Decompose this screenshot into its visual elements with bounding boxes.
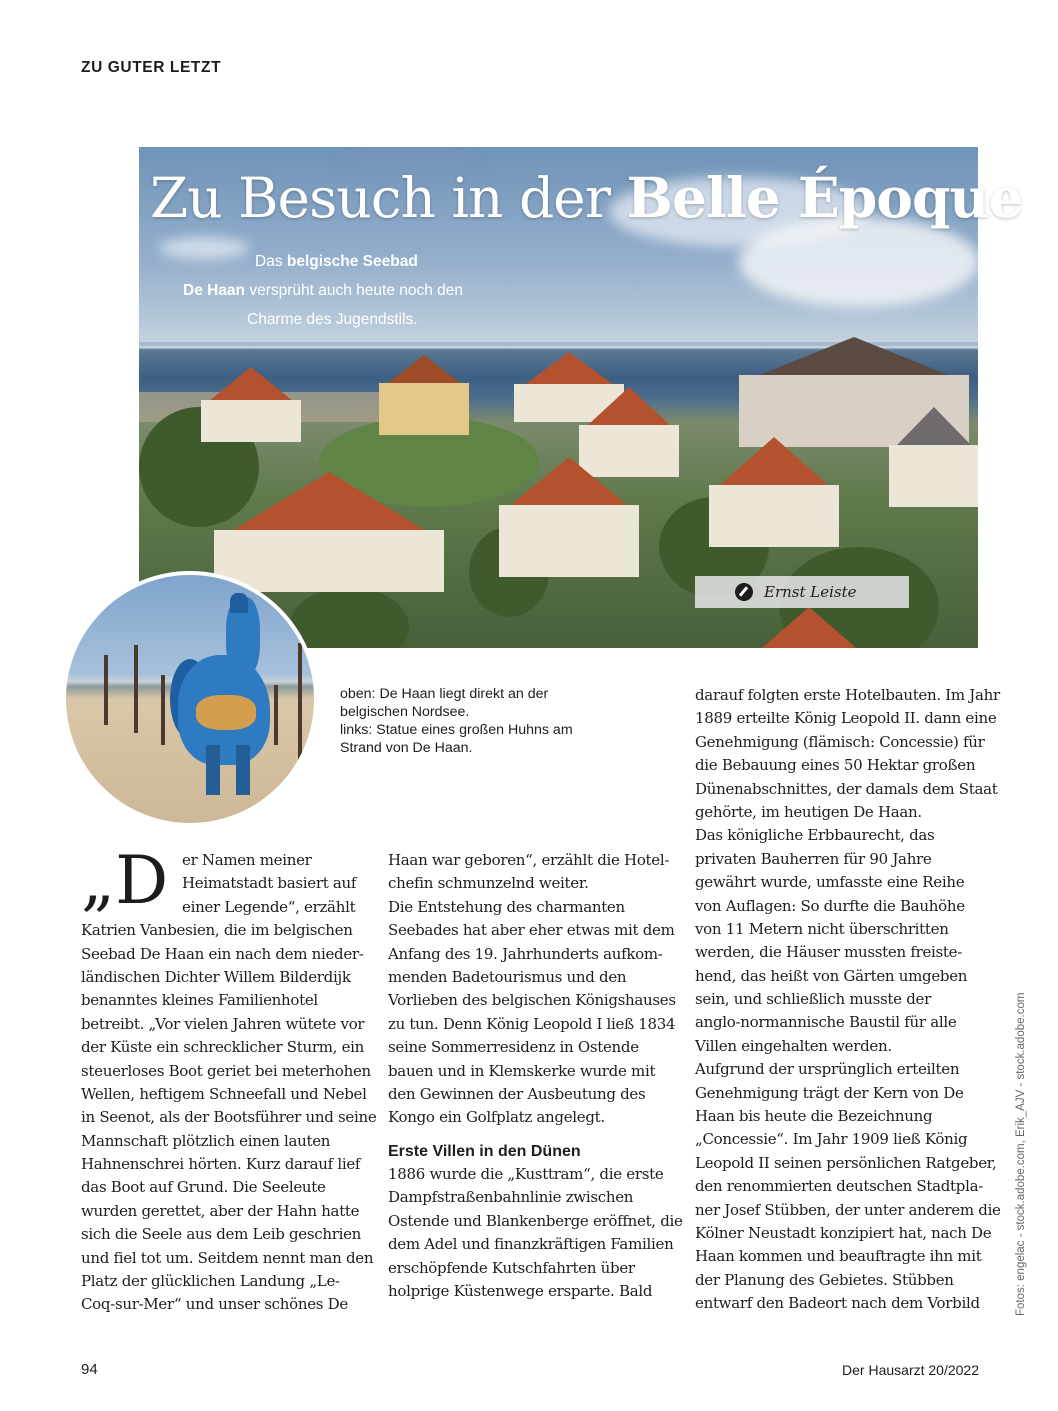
subheading: Erste Villen in den Dünen xyxy=(388,1142,581,1160)
pen-icon xyxy=(735,583,753,601)
article-column-2: Haan war geboren“, erzählt die Hotel- chefin schmunzelnd weiter. Die Entstehung des charmanten Seebades hat aber eher etwas mit dem Anfang des 19. Jahrhunderts aufkom- menden Badetourismus und den Vorlieben des belgischen Königshauses zu tun. Denn König Leopold I ließ 1834 seine Sommerresidenz in Ostende bauen und in Klemskerke wurde mit den Gewinnen der Ausbeutung des Kongo ein Golfplatz angelegt. Erste Villen in den Dünen 1886 wurde die „Kusttram“, die erste Dampfstraßenbahnlinie zwischen Ostende und Blankenberge eröffnet, die dem Adel und finanzkräftigen Familien erschöpfende Kutschfahrten über holprige Küstenwege ersparte. Bald xyxy=(388,851,683,1301)
photo-credit: Fotos: engelac - stock.adobe.com, Erik_AJV - stock.adobe.com xyxy=(1015,992,1027,1316)
author-name: Ernst Leiste xyxy=(764,583,857,601)
article-column-3: darauf folgten erste Hotelbauten. Im Jahr 1889 erteilte König Leopold II. dann eine Genehmigung (flämisch: Concessie) für die Bebauung eines 50 Hektar großen Dünenabschnittes, der damals dem Staat gehörte, im heutigen De Haan. Das königliche Erbbaurecht, das privaten Bauherren für 90 Jahre gewährt wurde, umfasste eine Reihe von Auflagen: So durfte die Bauhöhe von 11 Metern nicht überschritten werden, die Häuser mussten freiste- hend, das heißt von Gärten umgeben sein, und schließlich musste der anglo-normannische Baustil für alle Villen eingehalten werden. Aufgrund der ursprünglich erteilten Genehmigung trägt der Kern von De Haan bis heute die Bezeichnung „Concessie“. Im Jahr 1909 ließ König Leopold II seinen persönlichen Ratgeber, den renommierten deutschen Stadtpla- ner Josef Stübben, der unter anderem die Kölner Neustadt konzipiert hat, nach De Haan kommen und beauftragte ihn mit der Planung des Gebietes. Stübben entwarf den Badeort nach dem Vorbild xyxy=(695,686,1001,1313)
rooster-statue-photo xyxy=(62,571,318,827)
hero-lede: Das belgische Seebad De Haan versprüht auch heute noch den Charme des Jugendstils. xyxy=(183,253,464,328)
hero-title: Zu Besuch in der Belle Époque xyxy=(150,165,1023,230)
image-caption: oben: De Haan liegt direkt an der belgischen Nordsee. links: Statue eines großen Huhns am Strand von De Haan. xyxy=(340,686,573,756)
article-column-1: er Namen meiner Heimatstadt basiert auf einer Legende“, erzählt Katrien Vanbesien, die im belgischen Seebad De Haan ein nach dem nieder- ländischen Dichter Willem Bilderdijk benanntes kleines Familienhotel betreibt. „Vor vielen Jahren wütete vor der Küste ein schrecklicher Sturm, ein steuerloses Boot geriet bei meterhohen Wellen, heftigem Schneefall und Nebel in Seenot, als der Bootsführer und seine Mannschaft plötzlich einen lauten Hahnenschrei hörten. Kurz darauf lief das Boot auf Grund. Die Seeleute wurden gerettet, aber der Hahn hatte sich die Seele aus dem Leib geschrien und fiel tot um. Seitdem nennt man den Platz der glücklichen Landung „Le- Coq-sur-Mer“ und unser schönes De xyxy=(81,851,377,1314)
page-number: 94 xyxy=(81,1361,98,1378)
dropcap: „D xyxy=(81,842,169,919)
author-badge xyxy=(695,576,909,608)
section-label: ZU GUTER LETZT xyxy=(81,59,222,76)
issue-label: Der Hausarzt 20/2022 xyxy=(842,1362,979,1378)
